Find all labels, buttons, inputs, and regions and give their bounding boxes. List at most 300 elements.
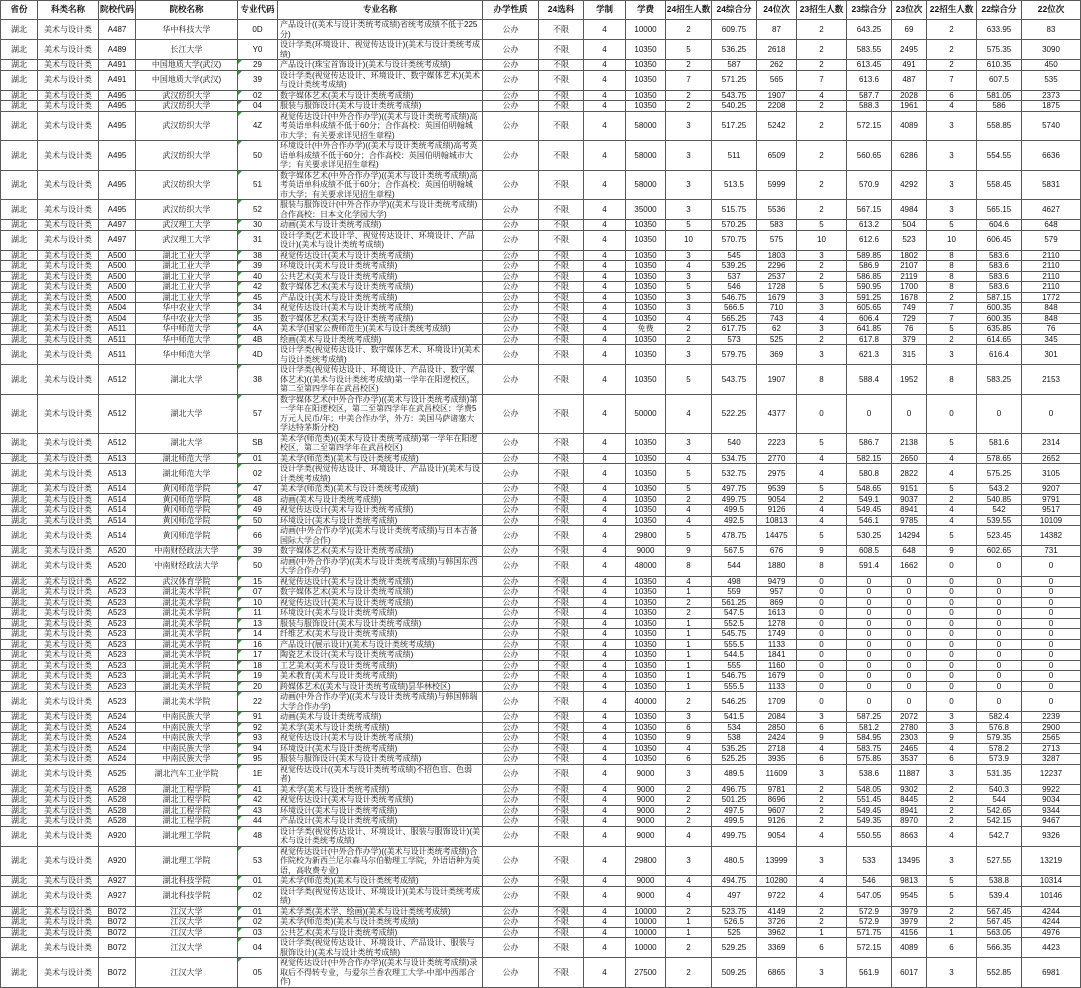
cell-province[interactable]: 湖北 <box>1 515 38 526</box>
cell-count-23[interactable]: 2 <box>797 141 847 171</box>
cell-score-22[interactable]: 633.95 <box>977 20 1022 40</box>
cell-rank-24[interactable]: 11609 <box>757 764 797 784</box>
cell-ownership[interactable]: 公办 <box>483 639 539 650</box>
cell-score-23[interactable]: 584.95 <box>847 733 892 744</box>
cell-school-name[interactable]: 湖北美术学院 <box>136 608 238 619</box>
cell-province[interactable]: 湖北 <box>1 722 38 733</box>
cell-major-code[interactable]: 43 <box>238 805 278 816</box>
cell-count-24[interactable]: 4 <box>666 453 712 464</box>
cell-category[interactable]: 美术与设计类 <box>38 826 99 846</box>
cell-category[interactable]: 美术与设计类 <box>38 313 99 324</box>
cell-major-name[interactable]: 服装与服饰设计(美术与设计类统考成绩) <box>278 754 483 765</box>
cell-major-code[interactable]: SB <box>238 433 278 453</box>
cell-score-23[interactable]: 0 <box>847 597 892 608</box>
cell-category[interactable]: 美术与设计类 <box>38 556 99 576</box>
cell-province[interactable]: 湖北 <box>1 917 38 928</box>
cell-years[interactable]: 4 <box>584 639 626 650</box>
cell-count-23[interactable]: 2 <box>797 20 847 40</box>
cell-province[interactable]: 湖北 <box>1 365 38 395</box>
cell-rank-22[interactable]: 0 <box>1022 639 1081 650</box>
cell-years[interactable]: 4 <box>584 876 626 887</box>
cell-count-24[interactable]: 5 <box>666 365 712 395</box>
cell-ownership[interactable]: 公办 <box>483 60 539 71</box>
cell-rank-24[interactable]: 87 <box>757 20 797 40</box>
cell-score-23[interactable]: 0 <box>847 587 892 598</box>
cell-province[interactable]: 湖北 <box>1 816 38 827</box>
cell-count-22[interactable]: 6 <box>927 90 977 101</box>
cell-rank-23[interactable]: 9813 <box>892 876 927 887</box>
cell-score-23[interactable]: 530.25 <box>847 526 892 546</box>
cell-count-24[interactable]: 4 <box>666 886 712 906</box>
cell-count-23[interactable]: 4 <box>797 743 847 754</box>
cell-major-code[interactable]: 16 <box>238 639 278 650</box>
cell-category[interactable]: 美术与设计类 <box>38 220 99 231</box>
cell-rank-24[interactable]: 2975 <box>757 464 797 484</box>
cell-score-22[interactable]: 0 <box>977 650 1022 661</box>
cell-major-code[interactable]: 4Z <box>238 111 278 141</box>
cell-tuition[interactable]: 10350 <box>626 484 666 495</box>
cell-years[interactable]: 4 <box>584 597 626 608</box>
cell-ownership[interactable]: 公办 <box>483 484 539 495</box>
cell-major-name[interactable]: 环境设计(美术与设计类统考成绩) <box>278 743 483 754</box>
cell-count-24[interactable]: 3 <box>666 433 712 453</box>
cell-score-23[interactable]: 546.1 <box>847 515 892 526</box>
cell-major-name[interactable]: 公共艺术(美术与设计类统考成绩) <box>278 271 483 282</box>
cell-major-name[interactable]: 设计学类(视觉传达设计、环境设计、服装与服饰设计)(美术与设计类统考成绩) <box>278 826 483 846</box>
cell-rank-22[interactable]: 0 <box>1022 650 1081 661</box>
cell-score-23[interactable]: 549.45 <box>847 805 892 816</box>
cell-ownership[interactable]: 公办 <box>483 816 539 827</box>
cell-score-22[interactable]: 0 <box>977 692 1022 712</box>
cell-count-23[interactable]: 4 <box>797 313 847 324</box>
cell-school-code[interactable]: B072 <box>99 927 136 938</box>
cell-school-name[interactable]: 湖北美术学院 <box>136 629 238 640</box>
cell-ownership[interactable]: 公办 <box>483 365 539 395</box>
cell-years[interactable]: 4 <box>584 292 626 303</box>
cell-province[interactable]: 湖北 <box>1 733 38 744</box>
cell-count-22[interactable]: 5 <box>927 886 977 906</box>
cell-score-24[interactable]: 499.5 <box>712 505 757 516</box>
cell-rank-23[interactable]: 0 <box>892 597 927 608</box>
cell-school-name[interactable]: 湖北美术学院 <box>136 597 238 608</box>
cell-score-22[interactable]: 575.25 <box>977 464 1022 484</box>
cell-category[interactable]: 美术与设计类 <box>38 200 99 220</box>
cell-subject-requirement[interactable]: 不限 <box>539 20 584 40</box>
cell-tuition[interactable]: 10350 <box>626 608 666 619</box>
cell-rank-24[interactable]: 4149 <box>757 906 797 917</box>
cell-count-23[interactable]: 2 <box>797 40 847 60</box>
cell-rank-23[interactable]: 491 <box>892 60 927 71</box>
cell-province[interactable]: 湖北 <box>1 230 38 250</box>
cell-tuition[interactable]: 10350 <box>626 576 666 587</box>
cell-school-code[interactable]: A523 <box>99 671 136 682</box>
cell-score-24[interactable]: 532.75 <box>712 464 757 484</box>
cell-subject-requirement[interactable]: 不限 <box>539 220 584 231</box>
cell-province[interactable]: 湖北 <box>1 453 38 464</box>
cell-category[interactable]: 美术与设计类 <box>38 639 99 650</box>
cell-province[interactable]: 湖北 <box>1 546 38 557</box>
cell-school-code[interactable]: A528 <box>99 805 136 816</box>
cell-rank-24[interactable]: 2537 <box>757 271 797 282</box>
cell-ownership[interactable]: 公办 <box>483 733 539 744</box>
cell-score-24[interactable]: 525.25 <box>712 754 757 765</box>
cell-rank-22[interactable]: 731 <box>1022 546 1081 557</box>
cell-rank-24[interactable]: 2084 <box>757 712 797 723</box>
cell-count-23[interactable]: 0 <box>797 639 847 650</box>
cell-subject-requirement[interactable]: 不限 <box>539 313 584 324</box>
cell-count-23[interactable]: 2 <box>797 917 847 928</box>
cell-major-name[interactable]: 美术学(师范类)(美术与设计类统考成绩) <box>278 876 483 887</box>
cell-years[interactable]: 4 <box>584 795 626 806</box>
cell-category[interactable]: 美术与设计类 <box>38 692 99 712</box>
cell-subject-requirement[interactable]: 不限 <box>539 754 584 765</box>
cell-rank-24[interactable]: 10813 <box>757 515 797 526</box>
cell-ownership[interactable]: 公办 <box>483 754 539 765</box>
cell-score-22[interactable]: 0 <box>977 608 1022 619</box>
cell-school-code[interactable]: A512 <box>99 365 136 395</box>
cell-count-23[interactable]: 9 <box>797 733 847 744</box>
cell-subject-requirement[interactable]: 不限 <box>539 886 584 906</box>
cell-rank-23[interactable]: 2822 <box>892 464 927 484</box>
cell-years[interactable]: 4 <box>584 938 626 958</box>
cell-major-code[interactable]: 53 <box>238 846 278 876</box>
cell-school-code[interactable]: A520 <box>99 546 136 557</box>
cell-rank-23[interactable]: 749 <box>892 303 927 314</box>
cell-school-code[interactable]: A525 <box>99 764 136 784</box>
cell-tuition[interactable]: 9000 <box>626 805 666 816</box>
cell-count-23[interactable]: 2 <box>797 200 847 220</box>
cell-category[interactable]: 美术与设计类 <box>38 795 99 806</box>
cell-category[interactable]: 美术与设计类 <box>38 334 99 345</box>
cell-years[interactable]: 4 <box>584 906 626 917</box>
cell-subject-requirement[interactable]: 不限 <box>539 795 584 806</box>
cell-subject-requirement[interactable]: 不限 <box>539 639 584 650</box>
cell-major-code[interactable]: 05 <box>238 958 278 988</box>
cell-school-code[interactable]: A520 <box>99 556 136 576</box>
cell-years[interactable]: 4 <box>584 660 626 671</box>
cell-rank-23[interactable]: 487 <box>892 70 927 90</box>
cell-count-23[interactable]: 2 <box>797 784 847 795</box>
cell-ownership[interactable]: 公办 <box>483 876 539 887</box>
cell-score-22[interactable]: 542.65 <box>977 805 1022 816</box>
cell-count-22[interactable]: 0 <box>927 681 977 692</box>
cell-school-name[interactable]: 湖北美术学院 <box>136 671 238 682</box>
cell-subject-requirement[interactable]: 不限 <box>539 743 584 754</box>
cell-score-23[interactable]: 583.75 <box>847 743 892 754</box>
cell-school-name[interactable]: 湖北工业大学 <box>136 271 238 282</box>
cell-major-name[interactable]: 设计学类(视觉传达设计、环境设计、产品设计、数字媒体艺术)((美术与设计类统考成绩)第一学年在阳逻校区，第二至第四学年在武昌校区) <box>278 365 483 395</box>
cell-count-23[interactable]: 0 <box>797 692 847 712</box>
cell-major-name[interactable]: 动画(中外合作办学)((美术与设计类统考成绩)与韩国韩瑞大学合作办学) <box>278 692 483 712</box>
cell-rank-24[interactable]: 9479 <box>757 576 797 587</box>
cell-major-code[interactable]: 52 <box>238 200 278 220</box>
cell-score-22[interactable]: 0 <box>977 618 1022 629</box>
cell-score-23[interactable]: 561.9 <box>847 958 892 988</box>
cell-years[interactable]: 4 <box>584 764 626 784</box>
cell-score-24[interactable]: 529.25 <box>712 938 757 958</box>
cell-score-22[interactable]: 539.4 <box>977 886 1022 906</box>
cell-school-name[interactable]: 中国地质大学(武汉) <box>136 60 238 71</box>
cell-years[interactable]: 4 <box>584 60 626 71</box>
cell-major-code[interactable]: 34 <box>238 303 278 314</box>
cell-rank-22[interactable]: 5740 <box>1022 111 1081 141</box>
cell-category[interactable]: 美术与设计类 <box>38 250 99 261</box>
cell-subject-requirement[interactable]: 不限 <box>539 394 584 433</box>
cell-tuition[interactable]: 10000 <box>626 917 666 928</box>
cell-rank-24[interactable]: 262 <box>757 60 797 71</box>
cell-school-code[interactable]: A523 <box>99 692 136 712</box>
cell-rank-24[interactable]: 9126 <box>757 505 797 516</box>
cell-province[interactable]: 湖北 <box>1 394 38 433</box>
cell-score-22[interactable]: 578.2 <box>977 743 1022 754</box>
cell-category[interactable]: 美术与设计类 <box>38 906 99 917</box>
cell-count-22[interactable]: 7 <box>927 303 977 314</box>
cell-rank-23[interactable]: 0 <box>892 639 927 650</box>
cell-rank-23[interactable]: 9785 <box>892 515 927 526</box>
cell-major-code[interactable]: 01 <box>238 876 278 887</box>
cell-tuition[interactable]: 10350 <box>626 261 666 272</box>
cell-count-22[interactable]: 3 <box>927 712 977 723</box>
cell-years[interactable]: 4 <box>584 927 626 938</box>
cell-years[interactable]: 4 <box>584 826 626 846</box>
cell-count-22[interactable]: 2 <box>927 60 977 71</box>
cell-category[interactable]: 美术与设计类 <box>38 846 99 876</box>
cell-count-23[interactable]: 0 <box>797 660 847 671</box>
cell-major-code[interactable]: 48 <box>238 826 278 846</box>
cell-years[interactable]: 4 <box>584 629 626 640</box>
cell-category[interactable]: 美术与设计类 <box>38 784 99 795</box>
cell-school-name[interactable]: 黄冈师范学院 <box>136 526 238 546</box>
cell-province[interactable]: 湖北 <box>1 587 38 598</box>
cell-major-name[interactable]: 产品设计((美术与设计类统考成绩)省统考成绩不低于225分) <box>278 20 483 40</box>
cell-subject-requirement[interactable]: 不限 <box>539 526 584 546</box>
cell-rank-24[interactable]: 1749 <box>757 629 797 640</box>
cell-count-23[interactable]: 8 <box>797 556 847 576</box>
cell-count-22[interactable]: 4 <box>927 505 977 516</box>
cell-count-24[interactable]: 1 <box>666 639 712 650</box>
cell-score-22[interactable]: 540.3 <box>977 784 1022 795</box>
cell-count-24[interactable]: 1 <box>666 618 712 629</box>
cell-tuition[interactable]: 29800 <box>626 526 666 546</box>
cell-tuition[interactable]: 9000 <box>626 795 666 806</box>
cell-score-24[interactable]: 545 <box>712 250 757 261</box>
cell-major-name[interactable]: 设计学类(艺术设计学、视觉传达设计、环境设计、产品设计)(美术与设计类统考成绩) <box>278 230 483 250</box>
cell-count-24[interactable]: 5 <box>666 40 712 60</box>
cell-rank-23[interactable]: 8663 <box>892 826 927 846</box>
cell-count-22[interactable]: 6 <box>927 754 977 765</box>
cell-score-22[interactable]: 0 <box>977 556 1022 576</box>
cell-count-22[interactable]: 2 <box>927 805 977 816</box>
cell-score-22[interactable]: 606.45 <box>977 230 1022 250</box>
cell-count-23[interactable]: 2 <box>797 60 847 71</box>
cell-tuition[interactable]: 10350 <box>626 345 666 365</box>
cell-major-code[interactable]: 02 <box>238 90 278 101</box>
cell-score-24[interactable]: 537 <box>712 271 757 282</box>
cell-count-24[interactable]: 3 <box>666 846 712 876</box>
cell-rank-22[interactable]: 6636 <box>1022 141 1081 171</box>
cell-count-22[interactable]: 5 <box>927 876 977 887</box>
cell-count-24[interactable]: 2 <box>666 20 712 40</box>
cell-tuition[interactable]: 10350 <box>626 464 666 484</box>
cell-ownership[interactable]: 公办 <box>483 938 539 958</box>
cell-count-23[interactable]: 2 <box>797 334 847 345</box>
cell-category[interactable]: 美术与设计类 <box>38 650 99 661</box>
cell-rank-23[interactable]: 2138 <box>892 433 927 453</box>
cell-score-24[interactable]: 497.5 <box>712 805 757 816</box>
cell-major-name[interactable]: 视觉传达设计(美术与设计类统考成绩) <box>278 795 483 806</box>
cell-school-name[interactable]: 湖北大学 <box>136 365 238 395</box>
cell-ownership[interactable]: 公办 <box>483 784 539 795</box>
cell-subject-requirement[interactable]: 不限 <box>539 938 584 958</box>
cell-count-24[interactable]: 4 <box>666 743 712 754</box>
cell-count-23[interactable]: 0 <box>797 576 847 587</box>
cell-years[interactable]: 4 <box>584 754 626 765</box>
cell-school-code[interactable]: A512 <box>99 394 136 433</box>
cell-ownership[interactable]: 公办 <box>483 660 539 671</box>
cell-score-22[interactable]: 558.85 <box>977 111 1022 141</box>
cell-subject-requirement[interactable]: 不限 <box>539 576 584 587</box>
cell-ownership[interactable]: 公办 <box>483 101 539 112</box>
cell-category[interactable]: 美术与设计类 <box>38 618 99 629</box>
cell-count-23[interactable]: 0 <box>797 587 847 598</box>
cell-subject-requirement[interactable]: 不限 <box>539 784 584 795</box>
cell-rank-22[interactable]: 0 <box>1022 618 1081 629</box>
cell-major-name[interactable]: 设计学类(视觉传达设计、环境设计、数字媒体艺术)(美术与设计类统考成绩) <box>278 70 483 90</box>
cell-rank-24[interactable]: 1803 <box>757 250 797 261</box>
cell-score-22[interactable]: 578.65 <box>977 453 1022 464</box>
cell-school-name[interactable]: 中南财经政法大学 <box>136 546 238 557</box>
cell-province[interactable]: 湖北 <box>1 712 38 723</box>
cell-count-22[interactable]: 4 <box>927 453 977 464</box>
cell-count-24[interactable]: 3 <box>666 111 712 141</box>
cell-score-24[interactable]: 546.75 <box>712 671 757 682</box>
cell-major-name[interactable]: 美术学(国家公费师范生)(美术与设计类统考成绩) <box>278 324 483 335</box>
cell-count-22[interactable]: 0 <box>927 671 977 682</box>
cell-rank-22[interactable]: 0 <box>1022 608 1081 619</box>
cell-count-22[interactable]: 9 <box>927 733 977 744</box>
cell-score-24[interactable]: 535.25 <box>712 743 757 754</box>
cell-category[interactable]: 美术与设计类 <box>38 261 99 272</box>
cell-rank-23[interactable]: 2119 <box>892 271 927 282</box>
cell-school-code[interactable]: A514 <box>99 526 136 546</box>
cell-score-24[interactable]: 546.25 <box>712 692 757 712</box>
cell-school-name[interactable]: 湖北科技学院 <box>136 886 238 906</box>
cell-subject-requirement[interactable]: 不限 <box>539 846 584 876</box>
cell-count-22[interactable]: 0 <box>927 576 977 587</box>
cell-count-24[interactable]: 9 <box>666 733 712 744</box>
cell-major-name[interactable]: 服装与服饰设计(中外合作办学)((美术与设计类统考成绩)合作高校：日本文化学园大学) <box>278 200 483 220</box>
cell-tuition[interactable]: 10350 <box>626 313 666 324</box>
cell-rank-22[interactable]: 1875 <box>1022 101 1081 112</box>
cell-rank-23[interactable]: 2028 <box>892 90 927 101</box>
cell-score-23[interactable]: 549.1 <box>847 494 892 505</box>
cell-province[interactable]: 湖北 <box>1 846 38 876</box>
cell-school-name[interactable]: 武汉纺织大学 <box>136 200 238 220</box>
cell-score-24[interactable]: 565.25 <box>712 313 757 324</box>
cell-rank-24[interactable]: 5536 <box>757 200 797 220</box>
cell-rank-24[interactable]: 1613 <box>757 608 797 619</box>
cell-rank-22[interactable]: 0 <box>1022 576 1081 587</box>
cell-years[interactable]: 4 <box>584 394 626 433</box>
cell-province[interactable]: 湖北 <box>1 170 38 200</box>
cell-subject-requirement[interactable]: 不限 <box>539 650 584 661</box>
cell-subject-requirement[interactable]: 不限 <box>539 597 584 608</box>
cell-major-name[interactable]: 工艺美术(美术与设计类统考成绩) <box>278 660 483 671</box>
cell-province[interactable]: 湖北 <box>1 101 38 112</box>
cell-rank-22[interactable]: 579 <box>1022 230 1081 250</box>
cell-count-22[interactable]: 3 <box>927 170 977 200</box>
cell-rank-23[interactable]: 504 <box>892 220 927 231</box>
cell-school-code[interactable]: A497 <box>99 230 136 250</box>
cell-school-name[interactable]: 华中师范大学 <box>136 334 238 345</box>
cell-score-22[interactable]: 531.35 <box>977 764 1022 784</box>
cell-count-23[interactable]: 0 <box>797 597 847 608</box>
cell-count-24[interactable]: 2 <box>666 608 712 619</box>
cell-school-name[interactable]: 湖北美术学院 <box>136 639 238 650</box>
cell-ownership[interactable]: 公办 <box>483 795 539 806</box>
cell-school-code[interactable]: A500 <box>99 250 136 261</box>
cell-count-23[interactable]: 3 <box>797 712 847 723</box>
cell-subject-requirement[interactable]: 不限 <box>539 618 584 629</box>
cell-count-22[interactable]: 3 <box>927 722 977 733</box>
cell-major-name[interactable]: 环境设计(美术与设计类统考成绩) <box>278 608 483 619</box>
cell-ownership[interactable]: 公办 <box>483 671 539 682</box>
cell-school-code[interactable]: A495 <box>99 111 136 141</box>
cell-count-22[interactable]: 0 <box>927 639 977 650</box>
cell-category[interactable]: 美术与设计类 <box>38 282 99 293</box>
cell-count-22[interactable]: 2 <box>927 20 977 40</box>
cell-province[interactable]: 湖北 <box>1 876 38 887</box>
cell-score-22[interactable]: 0 <box>977 576 1022 587</box>
cell-score-22[interactable]: 614.65 <box>977 334 1022 345</box>
cell-school-name[interactable]: 湖北美术学院 <box>136 681 238 692</box>
cell-score-23[interactable]: 641.85 <box>847 324 892 335</box>
cell-score-24[interactable]: 570.75 <box>712 230 757 250</box>
cell-tuition[interactable]: 29800 <box>626 846 666 876</box>
cell-score-24[interactable]: 555.5 <box>712 681 757 692</box>
cell-category[interactable]: 美术与设计类 <box>38 40 99 60</box>
cell-tuition[interactable]: 35000 <box>626 200 666 220</box>
cell-school-name[interactable]: 黄冈师范学院 <box>136 515 238 526</box>
cell-province[interactable]: 湖北 <box>1 927 38 938</box>
cell-school-name[interactable]: 湖北师范大学 <box>136 453 238 464</box>
cell-count-22[interactable]: 5 <box>927 324 977 335</box>
cell-count-24[interactable]: 2 <box>666 795 712 806</box>
cell-category[interactable]: 美术与设计类 <box>38 111 99 141</box>
cell-subject-requirement[interactable]: 不限 <box>539 917 584 928</box>
cell-category[interactable]: 美术与设计类 <box>38 484 99 495</box>
cell-count-24[interactable]: 2 <box>666 334 712 345</box>
cell-school-code[interactable]: A512 <box>99 433 136 453</box>
cell-score-23[interactable]: 560.65 <box>847 141 892 171</box>
cell-tuition[interactable]: 9000 <box>626 816 666 827</box>
cell-school-name[interactable]: 湖北工程学院 <box>136 795 238 806</box>
cell-major-name[interactable]: 数字媒体艺术(美术与设计类统考成绩) <box>278 313 483 324</box>
cell-count-22[interactable]: 0 <box>927 629 977 640</box>
cell-school-name[interactable]: 中南民族大学 <box>136 733 238 744</box>
cell-count-23[interactable]: 3 <box>797 324 847 335</box>
cell-score-23[interactable]: 550.55 <box>847 826 892 846</box>
cell-ownership[interactable]: 公办 <box>483 576 539 587</box>
cell-count-23[interactable]: 3 <box>797 250 847 261</box>
cell-count-23[interactable]: 3 <box>797 303 847 314</box>
cell-score-23[interactable]: 581.2 <box>847 722 892 733</box>
cell-tuition[interactable]: 10350 <box>626 433 666 453</box>
cell-school-code[interactable]: A500 <box>99 261 136 272</box>
cell-category[interactable]: 美术与设计类 <box>38 712 99 723</box>
cell-rank-23[interactable]: 2495 <box>892 40 927 60</box>
cell-score-24[interactable]: 480.5 <box>712 846 757 876</box>
